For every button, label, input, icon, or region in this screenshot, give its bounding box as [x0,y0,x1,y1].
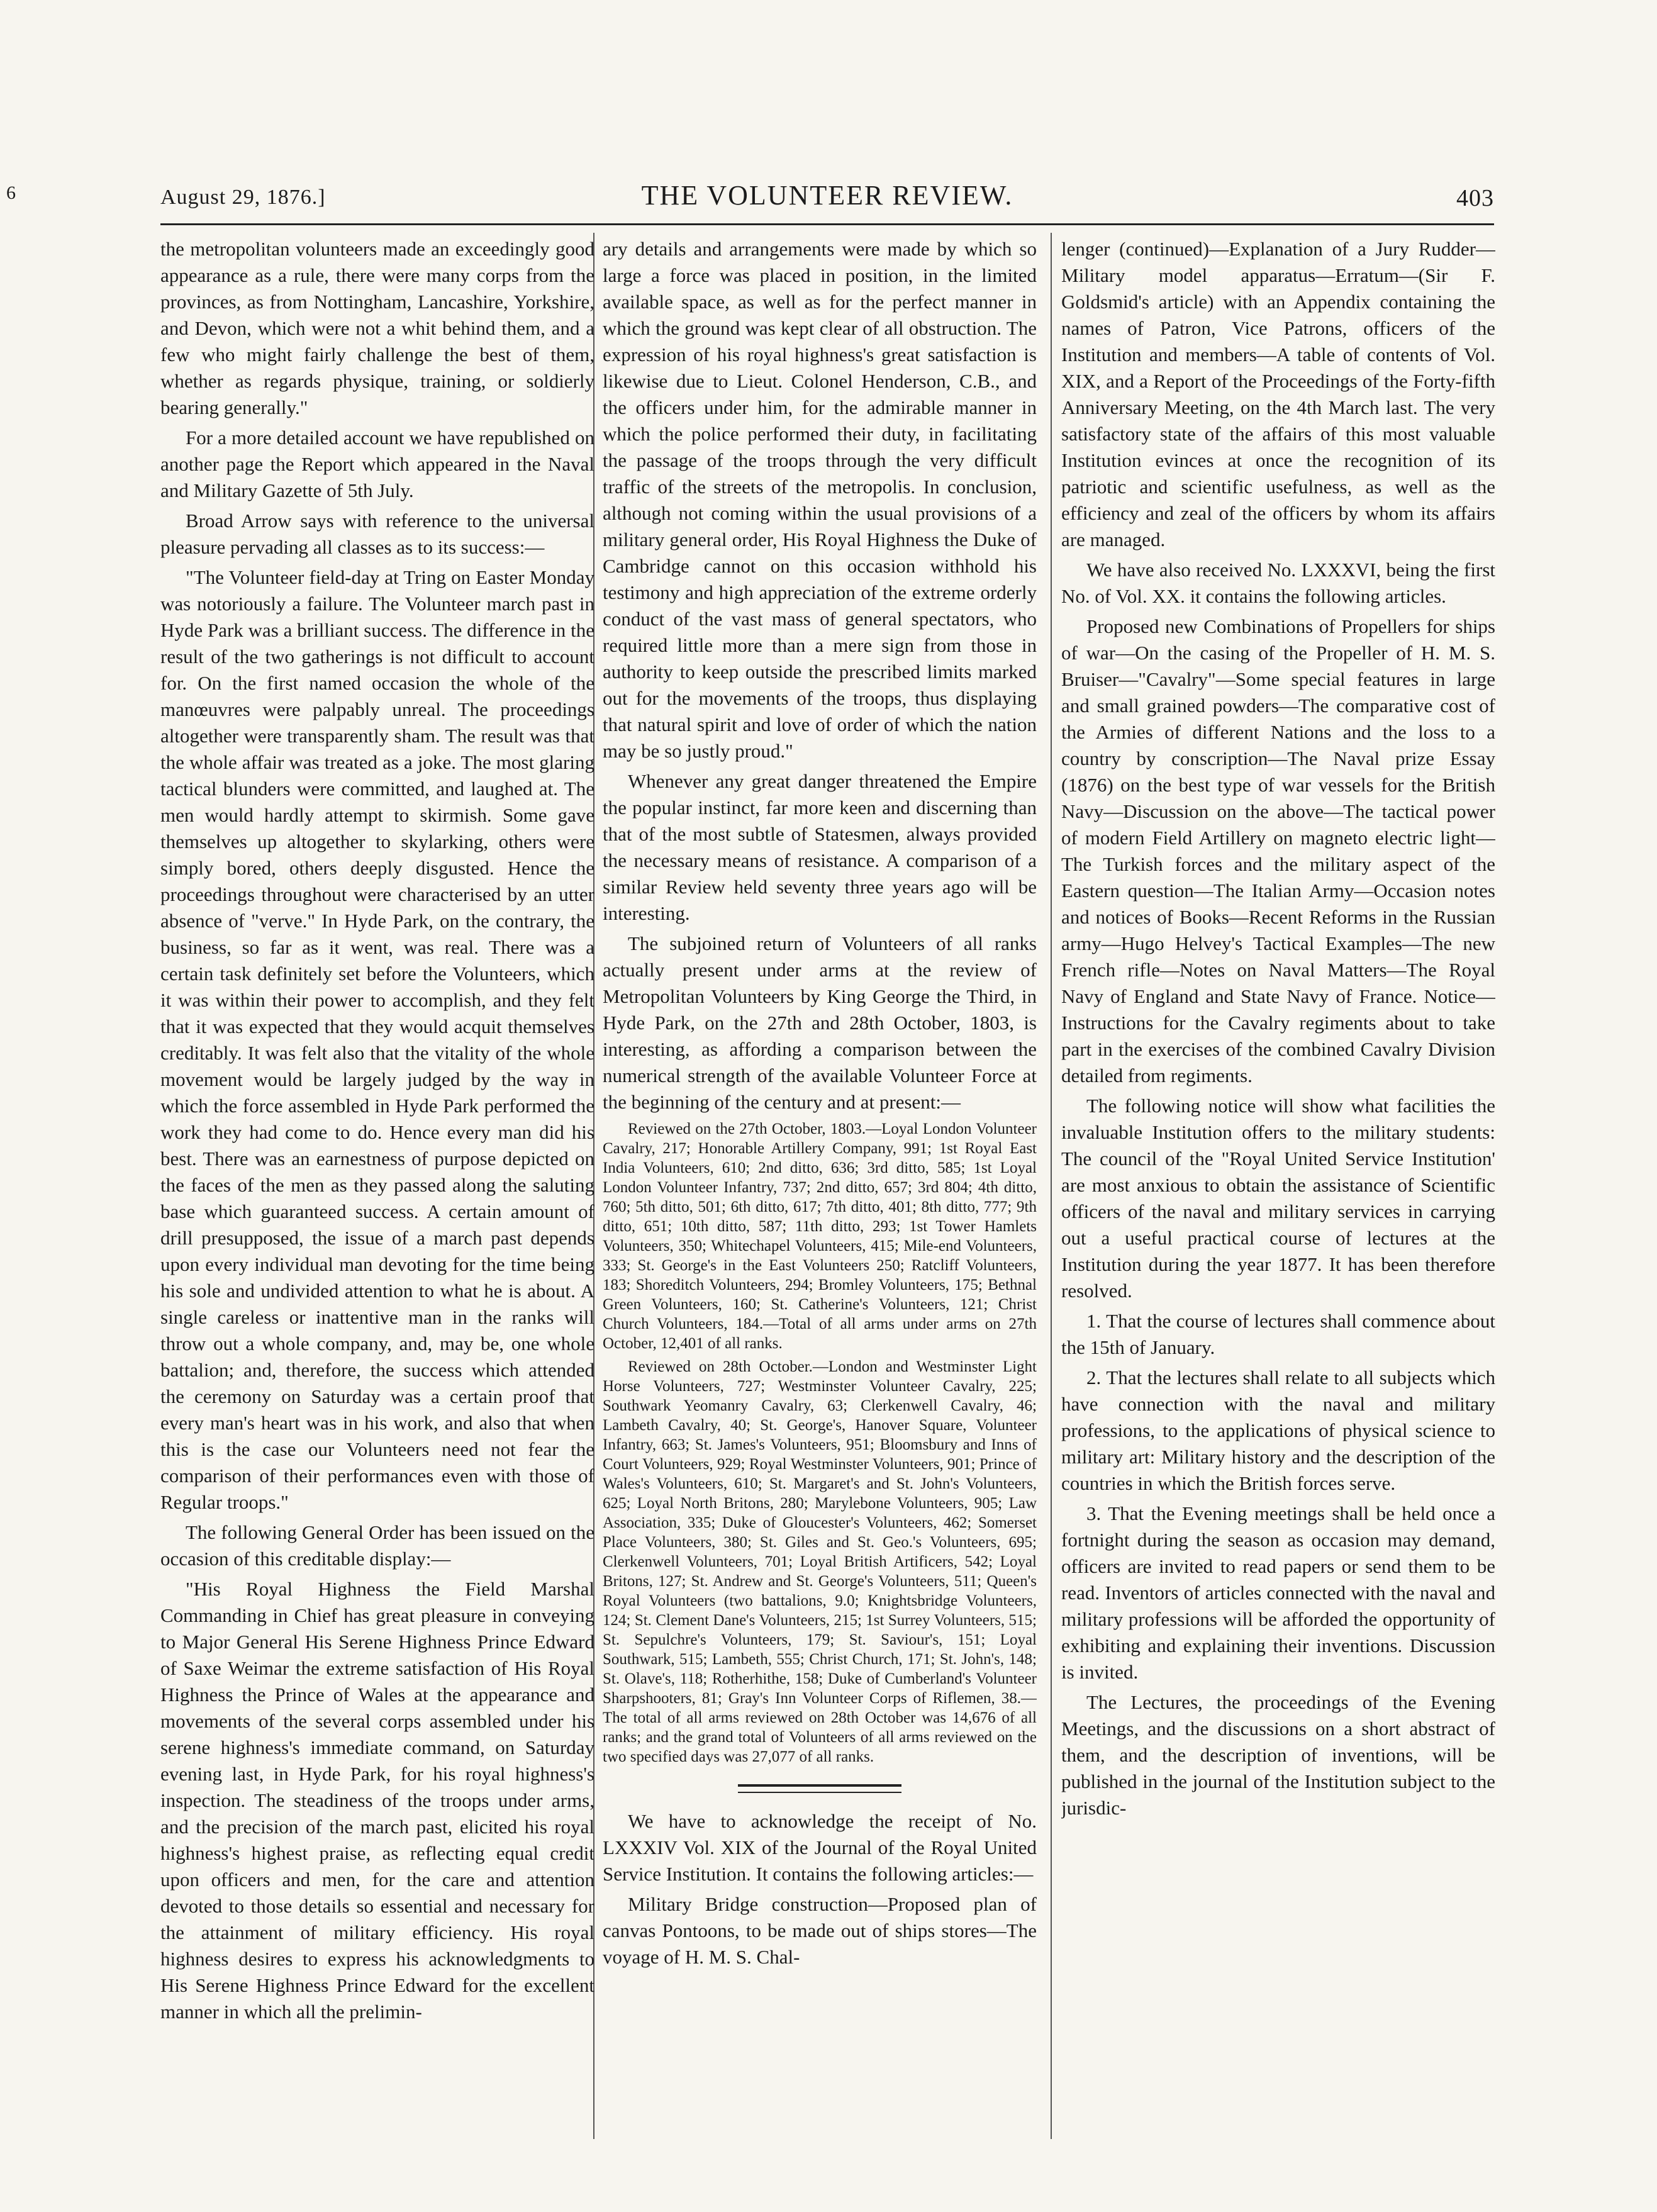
paragraph: Broad Arrow says with reference to the universal pleasure pervading all classes as to its success:— [160,510,594,558]
paragraph: lenger (continued)—Explanation of a Jury Rudder—Military model apparatus—Erratum—(Sir F. Goldsmid's article) with an Appendix containing the names of Patron, Vice Patrons, officers of the Institution and members—A table of contents of Vol. XIX, and a Report of the Proceedings of the Forty-fifth Anniversary Meeting, on the 4th March last. The very satisfactory state of the affairs of this most valuable Institution evinces at once the recognition of its patriotic and scientific usefulness, as well as the efficiency and zeal of the officers by whom its affairs are managed. [1061,238,1495,550]
paragraph: The subjoined return of Volunteers of all ranks actually present under arms at the review of Metropolitan Volunteers by King George the Third, in Hyde Park, on the 27th and 28th October, 1803, is interesting, as affording a comparison between the numerical strength of the available Volunteer Force at the beginning of the century and at present:— [603,932,1037,1113]
paragraph: the metropolitan volunteers made an exceedingly good appearance as a rule, there were many corps from the provinces, as from Nottingham, Lancashire, Yorkshire, and Devon, which were not a whit behind them, and a few who might fairly challenge the best of them, whether as regards physique, training, or soldierly bearing generally." [160,238,594,418]
paragraph: Whenever any great danger threatened the Empire the popular instinct, far more keen and discerning than that of the most subtle of Statesmen, always provided the necessary means of resistance. A comparison of a similar Review held seventy three years ago will be interesting. [603,770,1037,924]
paragraph: ary details and arrangements were made by which so large a force was placed in position, in the limited available space, as well as for the perfect manner in which the ground was kept clear of all obstruction. The expression of his royal highness's great satisfaction is likewise due to Lieut. Colonel Henderson, C.B., and the officers under him, for the admirable manner in which the police performed their duty, in facilitating the passage of the troops through the very difficult traffic of the streets of the metropolis. In conclusion, although not coming within the usual provisions of a military general order, His Royal Highness the Duke of Cambridge cannot on this occasion withhold his testimony and high appreciation of the extreme orderly conduct of the vast mass of general spectators, who required little more than a mere sign from those in authority to keep outside the prescribed limits marked out for the movements of the troops, thus displaying that natural spirit and love of order of which the nation may be so justly proud." [603,238,1037,762]
issue-date: August 29, 1876.] [160,186,326,209]
page-number: 403 [1456,185,1494,211]
paragraph: We have also received No. LXXXVI, being the first No. of Vol. XX. it contains the following articles. [1061,559,1495,607]
return-list-27th: Reviewed on the 27th October, 1803.—Loyal London Volunteer Cavalry, 217; Honorable Artillery Company, 991; 1st Royal East India Volunteers, 610; 2nd ditto, 636; 3rd ditto, 585; 1st Loyal London Volunteer Infantry, 737; 2nd ditto, 657; 3rd 804; 4th ditto, 760; 5th ditto, 501; 6th ditto, 617; 7th ditto, 401; 8th ditto, 777; 9th ditto, 651; 10th ditto, 587; 11th ditto, 293; 1st Tower Hamlets Volunteers, 350; Whitechapel Volunteers, 415; Mile-end Volunteers, 333; St. George's in the East Volunteers 250; Ratcliff Volunteers, 183; Shoreditch Volunteers, 294; Bromley Volunteers, 175; Bethnal Green Volunteers, 160; St. Catherine's Volunteers, 121; Christ Church Volunteers, 184.—Total of all arms under arms on 27th October, 12,401 of all ranks. [603,1120,1037,1352]
general-order-text: "His Royal Highness the Field Marshal Commanding in Chief has great pleasure in conveying to Major General His Serene Highness Prince Edward of Saxe Weimar the extreme satisfaction of His Royal Highness the Prince of Wales at the appearance and movements of the several corps assembled under his serene highness's immediate command, on Saturday evening last, in Hyde Park, for his royal highness's inspection. The steadiness of the troops under arms, and the precision of the march past, elicited his royal highness's highest praise, as reflecting equal credit upon officers and men, for the care and attention devoted to those details so essential and necessary for the attainment of military efficiency. His royal highness desires to express his acknowledgments to His Serene Highness Prince Edward for the excellent manner in which all the prelimin- [160,1578,594,2023]
resolution-item: 2. That the lectures shall relate to all subjects which have connection with the naval and military professions, to the applications of physical science to military art: Military history and the description of the countries in which the British forces serve. [1061,1366,1495,1494]
return-list-28th: Reviewed on 28th October.—London and Westminster Light Horse Volunteers, 727; Westminster Volunteer Cavalry, 225; Southwark Yeomanry Cavalry, 63; Clerkenwell Cavalry, 46; Lambeth Cavalry, 40; St. George's, Hanover Square, Volunteer Infantry, 663; St. James's Volunteers, 951; Bloomsbury and Inns of Court Volunteers, 929; Royal Westminster Volunteers, 901; Prince of Wales's Volunteers, 610; St. Margaret's and St. John's Volunteers, 625; Loyal North Britons, 280; Marylebone Volunteers, 905; Law Association, 335; Duke of Gloucester's Volunteers, 462; Somerset Place Volunteers, 380; St. Giles and St. Geo.'s Volunteers, 695; Clerkenwell Volunteers, 701; Loyal British Artificers, 542; Loyal Britons, 127; St. Andrew and St. George's Volunteers, 511; Queen's Royal Volunteers (two battalions, 9.0; Knightsbridge Volunteers, 124; St. Clement Dane's Volunteers, 215; 1st Surrey Volunteers, 515; St. Sepulchre's Volunteers, 179; St. Saviour's, 151; Loyal Southwark, 515; Lambeth, 555; Christ Church, 171; St. John's, 148; St. Olave's, 118; Rotherhithe, 158; Duke of Cumberland's Volunteer Sharpshooters, 81; Gray's Inn Volunteer Corps of Riflemen, 38.—The total of all arms reviewed on 28th October was 14,676 of all ranks; and the grand total of Volunteers of all arms reviewed on the two specified days was 27,077 of all ranks. [603,1358,1037,1765]
resolution-item: 1. That the course of lectures shall commence about the 15th of January. [1061,1310,1495,1358]
section-separator [738,1784,901,1793]
header-rule [160,223,1494,225]
paragraph: For a more detailed account we have republished on another page the Report which appeared in the Naval and Military Gazette of 5th July. [160,427,594,501]
margin-number: 6 [6,182,16,203]
quoted-paragraph: "The Volunteer field-day at Tring on Easter Monday was notoriously a failure. The Volunteer march past in Hyde Park was a brilliant success. The difference in the result of the two gatherings is not difficult to account for. On the first named occasion the whole of the manœuvres were palpably unreal. The proceedings altogether were transparently sham. The result was that the whole affair was treated as a joke. The most glaring tactical blunders were committed, and laughed at. The men would hardly attempt to skirmish. Some gave themselves up altogether to skylarking, others were simply bored, others deeply disgusted. Hence the proceedings throughout were characterised by an utter absence of "verve." In Hyde Park, on the contrary, the business, so far as it went, was real. There was a certain task definitely set before the Volunteers, which it was within their power to accomplish, and they felt that it was expected that they would acquit themselves creditably. It was felt also that the vitality of the whole movement would be largely judged by the way in which the force assembled in Hyde Park performed the work they had come to do. Hence every man did his best. There was an earnestness of purpose depicted on the faces of the men as they passed along the saluting base which guaranteed success. A certain amount of drill presupposed, the issue of a march past depends upon every individual man devoting for the time being his sole and undivided attention to what he is about. A single careless or inattentive man in the ranks will throw out a whole company, and, may be, one whole battalion; and, therefore, the success which attended the ceremony on Saturday was a certain proof that every man's heart was in his work, and also that when this is the case our Volunteers need not fear the comparison of their performances even with those of Regular troops." [160,566,594,1513]
paragraph: We have to acknowledge the receipt of No. LXXXIV Vol. XIX of the Journal of the Royal United Service Institution. It contains the following articles:— [603,1810,1037,1885]
column-divider-2 [1051,233,1052,2139]
paragraph: The Lectures, the proceedings of the Evening Meetings, and the discussions on a short abstract of them, and the description of inventions, will be published in the journal of the Institution subject to the jurisdic- [1061,1691,1495,1819]
page-header [160,179,1494,223]
publication-title: THE VOLUNTEER REVIEW. [641,180,1013,211]
column-1 [160,236,594,2123]
paragraph: Proposed new Combinations of Propellers for ships of war—On the casing of the Propeller of H. M. S. Bruiser—"Cavalry"—Some special features in large and small grained powders—The comparative cost of the Armies of different Nations and the loss to a country by conscription—The Naval prize Essay (1876) on the best type of war vessels for the British Navy—Discussion on the above—The tactical power of modern Field Artillery on magneto electric light—The Turkish forces and the military aspect of the Eastern question—The Italian Army—Occasion notes and notices of Books—Recent Reforms in the Russian army—Hugo Helvey's Tactical Examples—The new French rifle—Notes on Naval Matters—The Royal Navy of England and State Navy of France. Notice—Instructions for the Cavalry regiments about to take part in the exercises of the combined Cavalry Division detailed from regiments. [1061,615,1495,1086]
paragraph: The following General Order has been issued on the occasion of this creditable display:— [160,1521,594,1570]
column-3 [1061,236,1495,2123]
resolution-item: 3. That the Evening meetings shall be held once a fortnight during the season as occasion may demand, officers are invited to read papers or send them to be read. Inventors of articles connected with the naval and military professions will be afforded the opportunity of exhibiting and explaining their inventions. Discussion is invited. [1061,1502,1495,1683]
paragraph: Military Bridge construction—Proposed plan of canvas Pontoons, to be made out of ships stores—The voyage of H. M. S. Chal- [603,1893,1037,1968]
column-2 [603,236,1037,2123]
paragraph: The following notice will show what facilities the invaluable Institution offers to the military students: The council of the "Royal United Service Institution' are most anxious to obtain the assistance of Scientific officers of the naval and military services in carrying out a useful practical course of lectures at the Institution during the year 1877. It has been therefore resolved. [1061,1095,1495,1302]
